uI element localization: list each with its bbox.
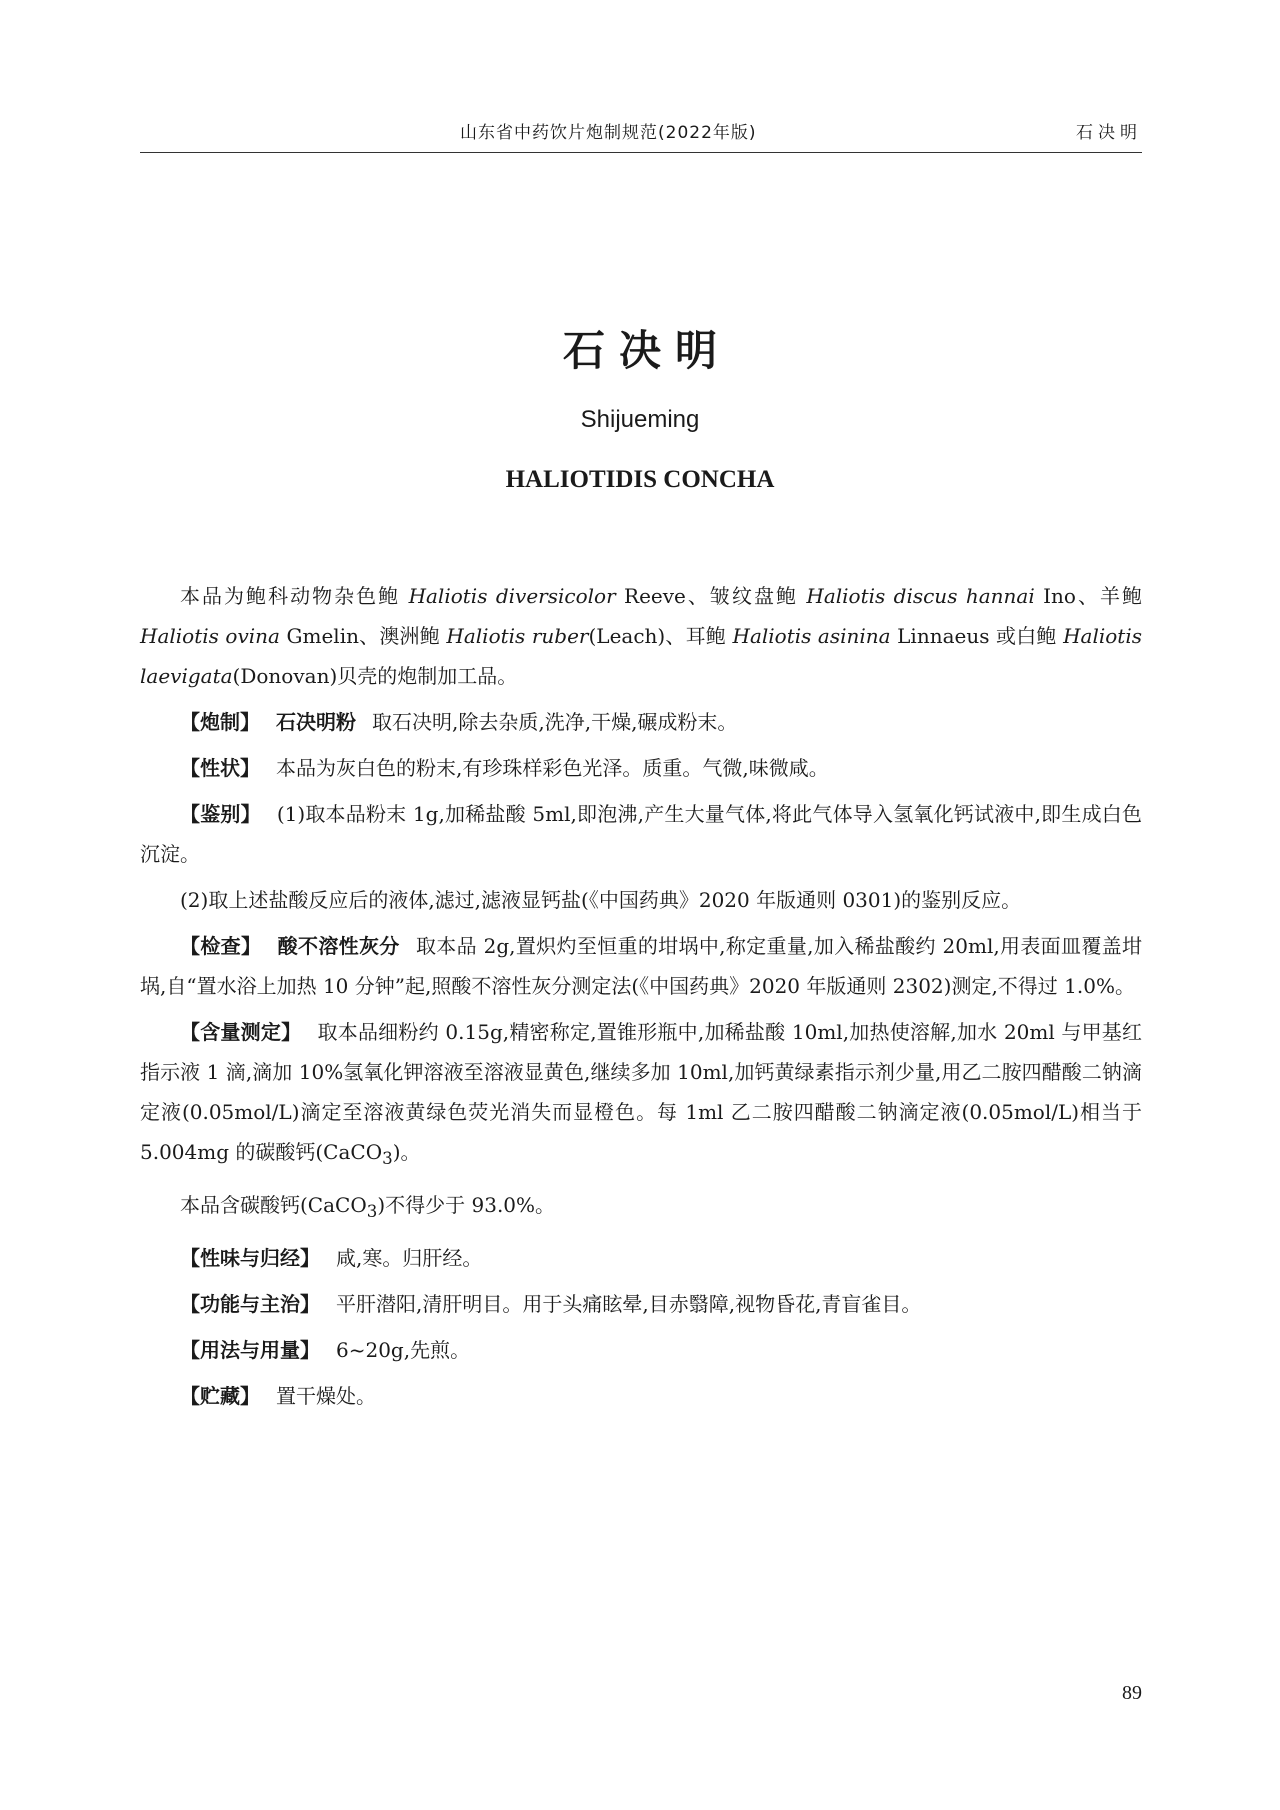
header-rule xyxy=(140,152,1142,153)
section-label-description: 【性状】 xyxy=(180,756,260,780)
nature-text: 咸,寒。归肝经。 xyxy=(336,1246,483,1270)
usage-text: 6~20g,先煎。 xyxy=(336,1338,471,1362)
species-name: Haliotis discus hannai xyxy=(806,584,1035,608)
intro-text: Linnaeus 或白鲍 xyxy=(890,624,1064,648)
processing-text: 取石决明,除去杂质,洗净,干燥,碾成粉末。 xyxy=(372,710,738,734)
subscript: 3 xyxy=(382,1149,393,1168)
inspection-item-name: 酸不溶性灰分 xyxy=(277,934,400,958)
intro-text: Reeve、皱纹盘鲍 xyxy=(615,584,807,608)
assay-requirement xyxy=(140,1185,1142,1232)
section-label-assay: 【含量测定】 xyxy=(180,1020,302,1044)
section-label-processing: 【炮制】 xyxy=(180,710,260,734)
usage-section xyxy=(140,1330,1142,1370)
assay-section xyxy=(140,1012,1142,1179)
subscript: 3 xyxy=(366,1202,378,1221)
section-label-nature: 【性味与归经】 xyxy=(180,1246,320,1270)
title-pinyin: Shijueming xyxy=(580,406,700,433)
inspection-text: 取本品 2g,置炽灼至恒重的坩埚中,称定重量,加入稀盐酸约 20ml,用表面皿覆盖坩埚,自“置水浴上加热 10 分钟”起,照酸不溶性灰分测定法(《中国药典》2020 年版通则 2302)测定,不得过 1.0%。 xyxy=(140,934,1143,998)
section-label-function: 【功能与主治】 xyxy=(180,1292,320,1316)
function-text: 平肝潜阳,清肝明目。用于头痛眩晕,目赤翳障,视物昏花,青盲雀目。 xyxy=(336,1292,922,1316)
identification-item-1: (1)取本品粉末 1g,加稀盐酸 5ml,即泡沸,产生大量气体,将此气体导入氢氧化钙试液中,即生成白色沉淀。 xyxy=(140,802,1142,866)
assay-text: 取本品细粉约 0.15g,精密称定,置锥形瓶中,加稀盐酸 10ml,加热使溶解,加水 20ml 与甲基红指示液 1 滴,滴加 10%氢氧化钾溶液至溶液显黄色,继续多加 10ml,加钙黄绿素指示剂少量,用乙二胺四醋酸二钠滴定液(0.05mol/L)滴定至溶液黄绿色荧光消失而显橙色。每 1ml 乙二胺四醋酸二钠滴定液(0.05mol/L)相当于 5.004mg 的碳酸钙(CaCO xyxy=(140,1020,1143,1164)
intro-text: 本品为鲍科动物杂色鲍 xyxy=(180,584,409,608)
entry-name: 石决明 xyxy=(1076,123,1142,143)
processing-section xyxy=(140,702,1142,742)
requirement-text-end: )不得少于 93.0%。 xyxy=(377,1193,556,1217)
intro-text: (Donovan)贝壳的炮制加工品。 xyxy=(232,664,518,688)
species-name: Haliotis diversicolor xyxy=(408,584,616,608)
section-label-usage: 【用法与用量】 xyxy=(180,1338,320,1362)
section-label-storage: 【贮藏】 xyxy=(180,1384,260,1408)
section-label-identification: 【鉴别】 xyxy=(180,802,261,826)
running-header xyxy=(140,112,1142,152)
monograph-body xyxy=(140,576,1142,1422)
species-name: Haliotis laevigata xyxy=(140,624,1143,688)
section-label-inspection: 【检查】 xyxy=(180,934,262,958)
page-number: 89 xyxy=(1122,1682,1142,1704)
function-section xyxy=(140,1284,1142,1324)
title-latin: HALIOTIDIS CONCHA xyxy=(505,466,775,493)
species-name: Haliotis asinina xyxy=(732,624,891,648)
identification-item-2-paragraph xyxy=(140,880,1142,920)
nature-section xyxy=(140,1238,1142,1278)
description-text: 本品为灰白色的粉末,有珍珠样彩色光泽。质重。气微,味微咸。 xyxy=(276,756,829,780)
intro-text: (Leach)、耳鲍 xyxy=(588,624,733,648)
book-title: 山东省中药饮片炮制规范(2022年版) xyxy=(460,123,757,143)
intro-text: Gmelin、澳洲鲍 xyxy=(279,624,447,648)
title-chinese: 石决明 xyxy=(562,326,731,375)
assay-text-end: )。 xyxy=(392,1140,421,1164)
storage-section xyxy=(140,1376,1142,1416)
processed-product-name: 石决明粉 xyxy=(276,710,356,734)
identification-section xyxy=(140,794,1142,874)
species-name: Haliotis ruber xyxy=(446,624,589,648)
storage-text: 置干燥处。 xyxy=(276,1384,376,1408)
species-name: Haliotis ovina xyxy=(140,624,280,648)
identification-item-2: (2)取上述盐酸反应后的液体,滤过,滤液显钙盐(《中国药典》2020 年版通则 0301)的鉴别反应。 xyxy=(180,888,1022,912)
intro-text: Ino、羊鲍 xyxy=(1034,584,1142,608)
intro-paragraph xyxy=(140,576,1142,696)
description-section xyxy=(140,748,1142,788)
requirement-text: 本品含碳酸钙(CaCO xyxy=(180,1193,367,1217)
inspection-section xyxy=(140,926,1142,1006)
